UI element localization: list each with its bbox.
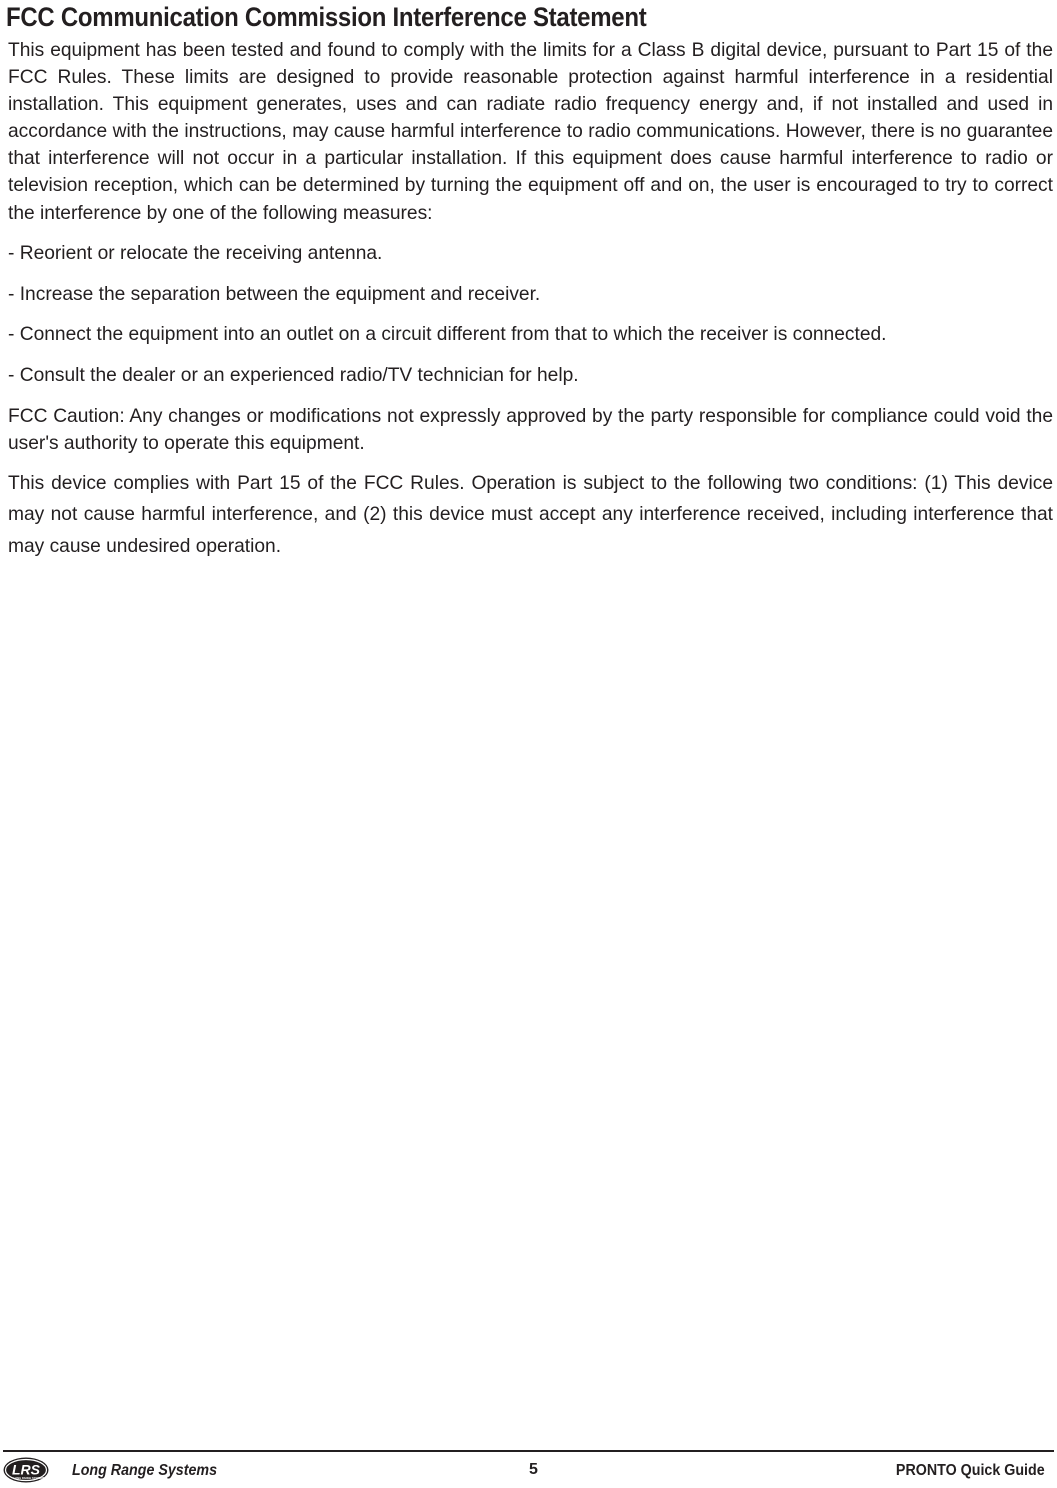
interference-paragraph: This equipment has been tested and found to comply with the limits for a Class B digital device, pursuant to Part 15 of the FCC Rules. These limits are designed to provide reasonable protection against harmful interference in a residential installation. This equipment generates, uses and can radiate radio frequency energy and, if not installed and used in accordance with the instructions, may cause harmful interference to radio communications. However, there is no guarantee that interference will not occur in a particular installation. If this equipment does cause harmful interference to radio or television reception, which can be determined by turning the equipment off and on, the user is encouraged to try to correct the interference by one of the following measures: [8,40,1053,224]
spacer [8,457,1053,468]
spacer [8,267,1053,281]
page-number: 5 [529,1461,538,1478]
page-title: FCC Communication Commission Interference Statement [6,2,647,32]
spacer [8,389,1053,403]
logo-subtext: LONG RANGE SYSTEMS [13,1477,45,1480]
measure-item-consult: - Consult the dealer or an experienced radio/TV technician for help. [8,364,579,386]
measure-item-outlet: - Connect the equipment into an outlet on a circuit different from that to which the receiver is connected. [8,324,887,346]
lrs-logo [2,1456,50,1484]
measure-item-reorient: - Reorient or relocate the receiving antenna. [8,243,383,265]
footer-divider [3,1450,1054,1452]
measure-item-separation: - Increase the separation between the equipment and receiver. [8,283,541,305]
spacer [8,348,1053,362]
logo-lettering: LRS [12,1461,40,1478]
document-body [8,37,1053,562]
footer-guide-title: PRONTO Quick Guide [896,1462,1045,1479]
page-footer [0,1449,1057,1488]
caution-paragraph: FCC Caution: Any changes or modifications not expressly approved by the party responsible for compliance could void the user's authority to operate this equipment. [8,405,1053,454]
compliance-paragraph: This device complies with Part 15 of the FCC Rules. Operation is subject to the following two conditions: (1) This device may not cause harmful interference, and (2) this device must accept any interference received, including interference that may cause undesired operation. [8,472,1053,557]
spacer [8,227,1053,241]
spacer [8,308,1053,322]
footer-company-name: Long Range Systems [72,1462,218,1479]
